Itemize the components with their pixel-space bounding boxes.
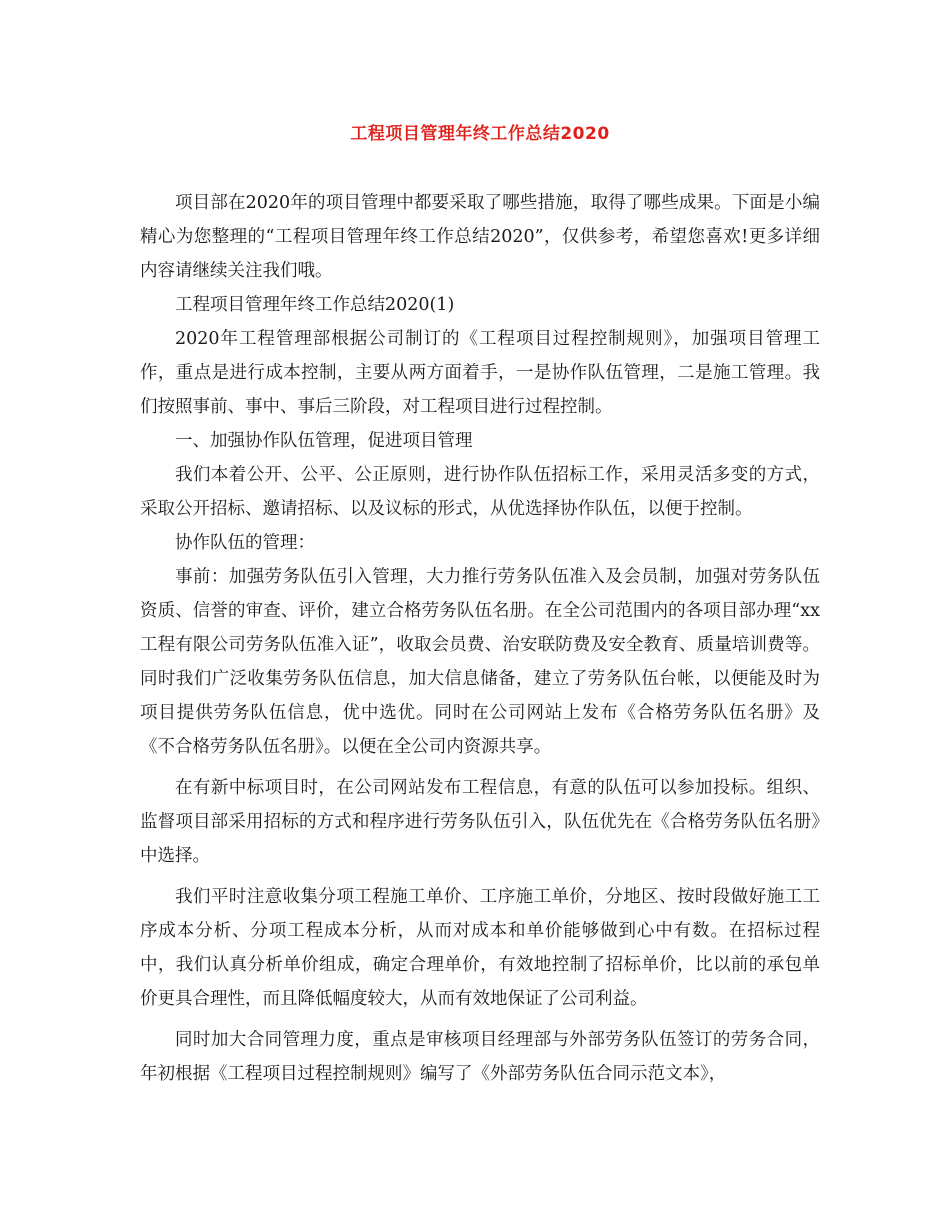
paragraph-bidding: 我们本着公开、公平、公正原则，进行协作队伍招标工作，采用灵活多变的方式，采取公开招标、邀请招标、以及议标的形式，从优选择协作队伍，以便于控制。 [140,465,820,519]
document-title: 工程项目管理年终工作总结2020 [350,124,610,144]
paragraph-overview: 2020年工程管理部根据公司制订的《工程项目过程控制规则》，加强项目管理工作，重点是进行成本控制，主要从两方面着手，一是协作队伍管理，二是施工管理。我们按照事前、事中、事后三阶段，对工程项目进行过程控制。 [140,329,820,417]
paragraph-team-management: 协作队伍的管理： [175,533,315,553]
paragraph-beforehand: 事前：加强劳务队伍引入管理，大力推行劳务队伍准入及会员制，加强对劳务队伍资质、信誉的审查、评价，建立合格劳务队伍名册。在全公司范围内的各项目部办理“xx工程有限公司劳务队伍准入证”，收取会员费、治安联防费及安全教育、质量培训费等。同时我们广泛收集劳务队伍信息，加大信息储备，建立了劳务队伍台帐，以便能及时为项目提供劳务队伍信息，优中选优。同时在公司网站上发布《合格劳务队伍名册》及《不合格劳务队伍名册》。以便在全公司内资源共享。 [140,567,820,757]
paragraph-contract: 同时加大合同管理力度，重点是审核项目经理部与外部劳务队伍签订的劳务合同，年初根据《工程项目过程控制规则》编写了《外部劳务队伍合同示范文本》， [140,1030,820,1084]
paragraph-unit-price: 我们平时注意收集分项工程施工单价、工序施工单价，分地区、按时段做好施工工序成本分析、分项工程成本分析，从而对成本和单价能够做到心中有数。在招标过程中，我们认真分析单价组成，确定合理单价，有效地控制了招标单价，比以前的承包单价更具合理性，而且降低幅度较大，从而有效地保证了公司利益。 [140,887,820,1009]
document-page [140,120,820,1091]
paragraph-heading-one: 一、加强协作队伍管理，促进项目管理 [175,431,473,451]
paragraph-intro: 项目部在2020年的项目管理中都要采取了哪些措施，取得了哪些成果。下面是小编精心为您整理的“工程项目管理年终工作总结2020”，仅供参考，希望您喜欢!更多详细内容请继续关注我们哦。 [140,193,820,281]
paragraph-section-heading: 工程项目管理年终工作总结2020(1) [175,295,455,315]
paragraph-new-project: 在有新中标项目时，在公司网站发布工程信息，有意的队伍可以参加投标。组织、监督项目部采用招标的方式和程序进行劳务队伍引入，队伍优先在《合格劳务队伍名册》中选择。 [140,778,820,866]
